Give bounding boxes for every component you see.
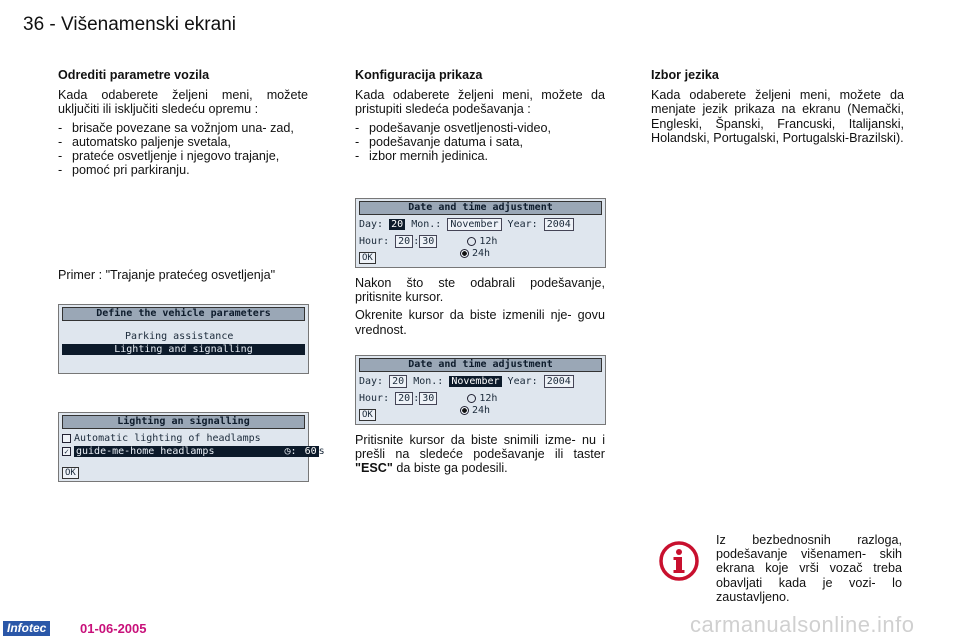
vehicle-params-heading: Odrediti parametre vozila (58, 68, 210, 82)
display-config-heading: Konfiguracija prikaza (355, 68, 483, 82)
ok-button[interactable]: OK (359, 252, 376, 264)
header-separator: - (44, 14, 62, 35)
duration-separator: : (290, 446, 303, 457)
duration-unit: s (318, 446, 325, 457)
format-24h-row[interactable] (460, 248, 490, 259)
footer-date: 01-06-2005 (80, 621, 147, 636)
list-item: - brisače povezane sa vožnjom una- zad, (58, 121, 308, 135)
format-12h-label: 12h (479, 236, 498, 247)
checkbox-unchecked-icon[interactable] (62, 434, 71, 443)
screen-title: Date and time adjustment (359, 201, 602, 215)
hour-field[interactable]: 20 (395, 235, 413, 248)
format-24h-label: 24h (472, 405, 491, 416)
list-item: - izbor mernih jedinica. (355, 149, 605, 163)
clock-icon: ◷ (284, 446, 291, 457)
page-title: Višenamenski ekrani (61, 14, 236, 35)
checkbox-checked-icon[interactable]: ✓ (62, 447, 71, 456)
format-12h-label: 12h (479, 393, 498, 404)
press-cursor-text: Nakon što ste odabrali podešavanje, pritisnite kursor. (355, 276, 605, 305)
date-time-screen-month (355, 355, 606, 425)
watermark: carmanualsonline.info (690, 612, 915, 637)
day-field[interactable]: 20 (389, 375, 407, 388)
radio-12h-icon[interactable] (467, 237, 476, 246)
display-config-intro: Kada odaberete željeni meni, možete da pristupiti sledeća podešavanja : (355, 88, 605, 117)
info-icon (659, 541, 699, 581)
year-field[interactable]: 2004 (544, 375, 574, 388)
list-item: - podešavanje datuma i sata, (355, 135, 605, 149)
auto-headlamps-row[interactable] (62, 433, 261, 444)
guide-me-home-row[interactable] (62, 446, 325, 457)
define-vehicle-params-screen (58, 304, 309, 374)
language-heading: Izbor jezika (651, 68, 719, 82)
format-24h-row[interactable] (460, 405, 490, 416)
time-row: Hour: 20 : 30 12h (359, 393, 498, 404)
radio-24h-icon[interactable] (460, 249, 469, 258)
lighting-signalling-screen (58, 412, 325, 482)
year-label: Year: (507, 376, 538, 387)
month-label: Mon.: (413, 376, 444, 387)
save-instruction-b: da biste ga podesili. (392, 461, 508, 476)
language-section (651, 68, 904, 149)
vehicle-params-list (58, 121, 308, 178)
page-header (23, 14, 236, 36)
date-time-screen-day (355, 198, 606, 268)
esc-key-label: "ESC" (355, 461, 393, 476)
list-item: - prateće osvetljenje i njegovo trajanje, (58, 149, 308, 163)
screen-title: Lighting an signalling (62, 415, 305, 429)
year-label: Year: (507, 219, 538, 230)
example-caption: Primer : "Trajanje pratećeg osvetljenja" (58, 268, 276, 282)
day-label: Day: (359, 219, 384, 230)
save-instruction-a: Pritisnite kursor da biste snimili izme- nu i prešli na sledeće podešavanje ili taster (355, 433, 605, 462)
day-field[interactable]: 20 (391, 219, 404, 230)
radio-12h-icon[interactable] (467, 394, 476, 403)
time-row: Hour: 20 : 30 12h (359, 236, 498, 247)
list-item: - automatsko paljenje svetala, (58, 135, 308, 149)
safety-note: Iz bezbednosnih razloga, podešavanje višenamen- skih ekrana koje vrši vozač treba obavljati kada je vozi- lo zaustavljeno. (716, 533, 902, 604)
format-24h-label: 24h (472, 248, 491, 259)
display-config-list (355, 121, 605, 164)
list-item: - podešavanje osvetljenosti-video, (355, 121, 605, 135)
hour-field[interactable]: 20 (395, 392, 413, 405)
month-label: Mon.: (411, 219, 442, 230)
page-number: 36 (23, 14, 45, 35)
menu-item-parking-assistance[interactable]: Parking assistance (125, 331, 234, 342)
screen-title: Date and time adjustment (359, 358, 602, 372)
ok-button[interactable]: OK (62, 467, 79, 479)
date-row (359, 375, 574, 388)
year-field[interactable]: 2004 (544, 218, 574, 231)
auto-headlamps-label: Automatic lighting of headlamps (74, 433, 261, 444)
month-field[interactable]: November (447, 218, 501, 231)
language-text: Kada odaberete željeni meni, možete da menjate jezik prikaza na ekranu (Nemački, Engleski, Španski, Francuski, Italijanski, Holandski, Portugalski, Portugalski-Brazilski). (651, 88, 904, 145)
rotate-cursor-text: Okrenite kursor da biste izmenili nje- govu vrednost. (355, 308, 605, 337)
vehicle-params-intro: Kada odaberete željeni meni, možete uključiti ili isključiti sledeću opremu : (58, 88, 308, 117)
ok-button[interactable]: OK (359, 409, 376, 421)
day-label: Day: (359, 376, 384, 387)
save-instruction (355, 433, 605, 476)
date-row (359, 218, 574, 231)
guide-me-home-label: guide-me-home headlamps (74, 446, 284, 457)
menu-item-lighting-signalling[interactable]: Lighting and signalling (62, 344, 305, 355)
after-select-text (355, 276, 605, 341)
month-field[interactable]: November (451, 376, 500, 387)
infotec-logo: Infotec (3, 621, 50, 636)
radio-24h-icon[interactable] (460, 406, 469, 415)
minute-field[interactable]: 30 (419, 392, 437, 405)
hour-label: Hour: (359, 393, 390, 404)
list-item: - pomoć pri parkiranju. (58, 163, 308, 177)
duration-value[interactable]: 60 (304, 446, 317, 457)
minute-field[interactable]: 30 (419, 235, 437, 248)
display-config-section (355, 68, 605, 163)
screen-title: Define the vehicle parameters (62, 307, 305, 321)
save-text (355, 433, 605, 480)
hour-label: Hour: (359, 236, 390, 247)
vehicle-params-section (58, 68, 308, 177)
